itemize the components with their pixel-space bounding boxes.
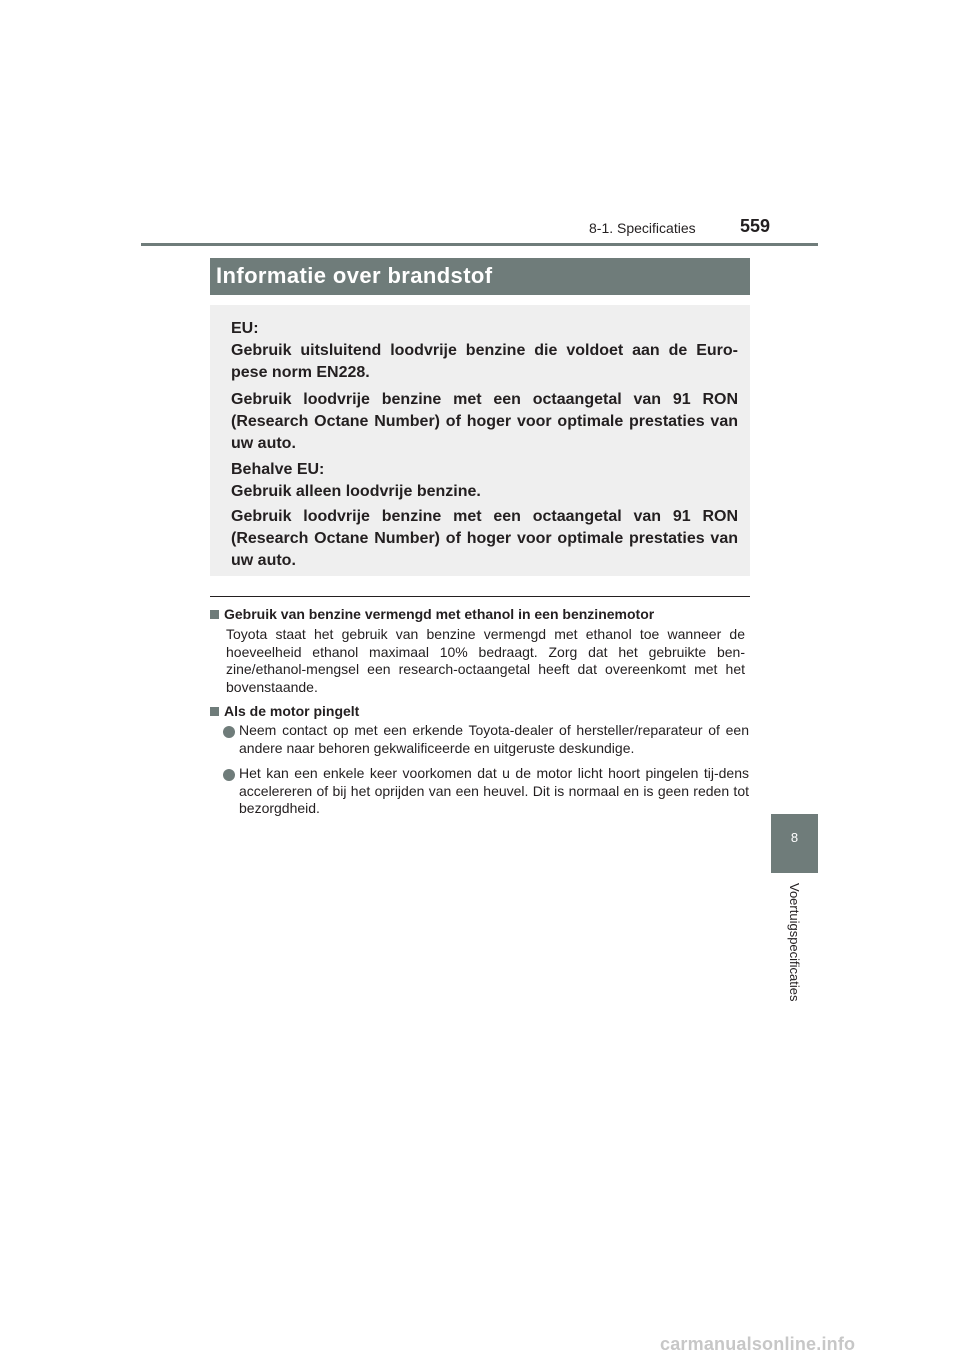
- knock-bullet-2: Het kan een enkele keer voorkomen dat u de motor licht hoort pingelen tij-dens accelereren of bij het oprijden van een heuvel. Dit is normaal en is geen reden tot bezorgdheid.: [239, 765, 749, 816]
- fuel-box-line-eu-norm: Gebruik uitsluitend loodvrije benzine die voldoet aan de Euro-pese norm EN228.: [231, 342, 738, 381]
- notes-divider: [210, 596, 750, 597]
- section-title: Informatie over brandstof: [216, 263, 493, 288]
- fuel-box-line-eu-octane: Gebruik loodvrije benzine met een octaangetal van 91 RON (Research Octane Number) of hoger voor optimale prestaties van uw auto.: [231, 391, 738, 452]
- watermark: carmanualsonline.info: [660, 1334, 856, 1354]
- header-divider: [141, 243, 818, 246]
- chapter-label: Voertuigspecificaties: [787, 883, 802, 1002]
- page-number: 559: [740, 216, 771, 236]
- ethanol-text: Toyota staat het gebruik van benzine vermengd met ethanol toe wanneer de hoeveelheid ethanol maximaal 10% bedraagt. Zorg dat het gebruikte ben-zine/ethanol-mengsel een research-octaangetal heeft dat overeenkomt met het bovenstaande.: [226, 626, 745, 695]
- round-bullet-icon: [223, 769, 235, 781]
- fuel-box-line-non-eu: Behalve EU:: [231, 461, 325, 478]
- square-bullet-icon: [210, 707, 219, 716]
- round-bullet-icon: [223, 726, 235, 738]
- chapter-number: 8: [790, 830, 799, 845]
- fuel-box-line-non-eu-unleaded: Gebruik alleen loodvrije benzine.: [231, 483, 481, 500]
- fuel-box-line-non-eu-octane: Gebruik loodvrije benzine met een octaangetal van 91 RON (Research Octane Number) of hoger voor optimale prestaties van uw auto.: [231, 508, 738, 569]
- fuel-requirements-box: [210, 305, 750, 576]
- ethanol-heading-text: Gebruik van benzine vermengd met ethanol in een benzinemotor: [224, 606, 655, 622]
- knock-heading-text: Als de motor pingelt: [224, 703, 360, 719]
- header-section-label: 8-1. Specificaties: [589, 220, 696, 236]
- ethanol-heading: [210, 606, 654, 622]
- knock-heading: [210, 703, 359, 719]
- square-bullet-icon: [210, 610, 219, 619]
- chapter-tab: [771, 814, 818, 873]
- section-title-bar: [210, 258, 750, 295]
- fuel-box-line-eu: EU:: [231, 320, 259, 337]
- knock-bullet-1: Neem contact op met een erkende Toyota-dealer of hersteller/reparateur of een andere naar behoren gekwalificeerde en uitgeruste deskundige.: [239, 722, 749, 756]
